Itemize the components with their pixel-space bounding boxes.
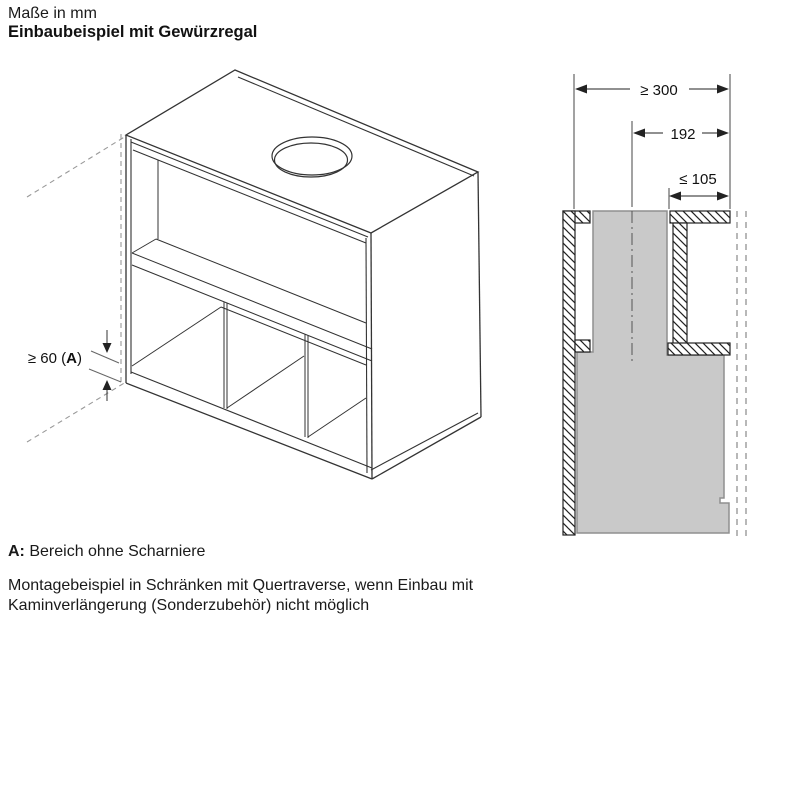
dimension-arrow-left	[575, 85, 587, 94]
dimension-arrow-right	[717, 192, 729, 201]
dimension-arrow-right	[717, 129, 729, 138]
dimension-60-label: ≥ 60 (A)	[27, 350, 82, 367]
dimension-105-label: ≤ 105	[679, 171, 717, 188]
dimension-300-label: ≥ 300	[640, 82, 678, 99]
cabinet-top-face	[126, 70, 478, 233]
page-title: Einbaubeispiel mit Gewürzregal	[8, 23, 258, 41]
cabinet-front-dashed-lines	[737, 211, 746, 537]
legend-line	[8, 543, 205, 561]
hood-body-section	[577, 211, 729, 533]
legend-text: Bereich ohne Scharniere	[24, 543, 206, 560]
dimension-arrow-up	[103, 380, 112, 390]
divider-panel-2	[305, 334, 366, 438]
isometric-cabinet-drawing	[27, 70, 481, 479]
legend-key: A:	[8, 543, 25, 560]
right-shelf-panel	[668, 343, 730, 355]
left-shelf-stub	[575, 340, 590, 352]
construction-dashed-lines	[27, 134, 126, 442]
cross-section-drawing	[563, 74, 746, 537]
right-side-panel	[673, 223, 687, 344]
cabinet-outline	[126, 70, 481, 479]
dimension-105	[669, 192, 729, 201]
dimension-arrow-left	[633, 129, 645, 138]
mounting-note: Montagebeispiel in Schränken mit Quertraverse, wenn Einbau mit Kaminverlängerung (Sonderzubehör) nicht möglich	[8, 577, 474, 614]
left-side-panel	[563, 211, 575, 535]
vent-hole-inner-rim	[275, 143, 348, 177]
cabinet-interior	[132, 160, 372, 438]
dimension-arrow-down	[103, 343, 112, 353]
units-note: Maße in mm	[8, 5, 97, 22]
dimension-60	[89, 330, 121, 401]
dimension-arrow-right	[717, 85, 729, 94]
dimension-arrow-left	[669, 192, 681, 201]
dimension-192-label: 192	[670, 126, 696, 143]
vent-hole	[272, 137, 352, 177]
floor-back-corner-line	[221, 307, 366, 365]
right-top-panel	[670, 211, 730, 223]
floor-left-corner-line	[132, 307, 221, 366]
